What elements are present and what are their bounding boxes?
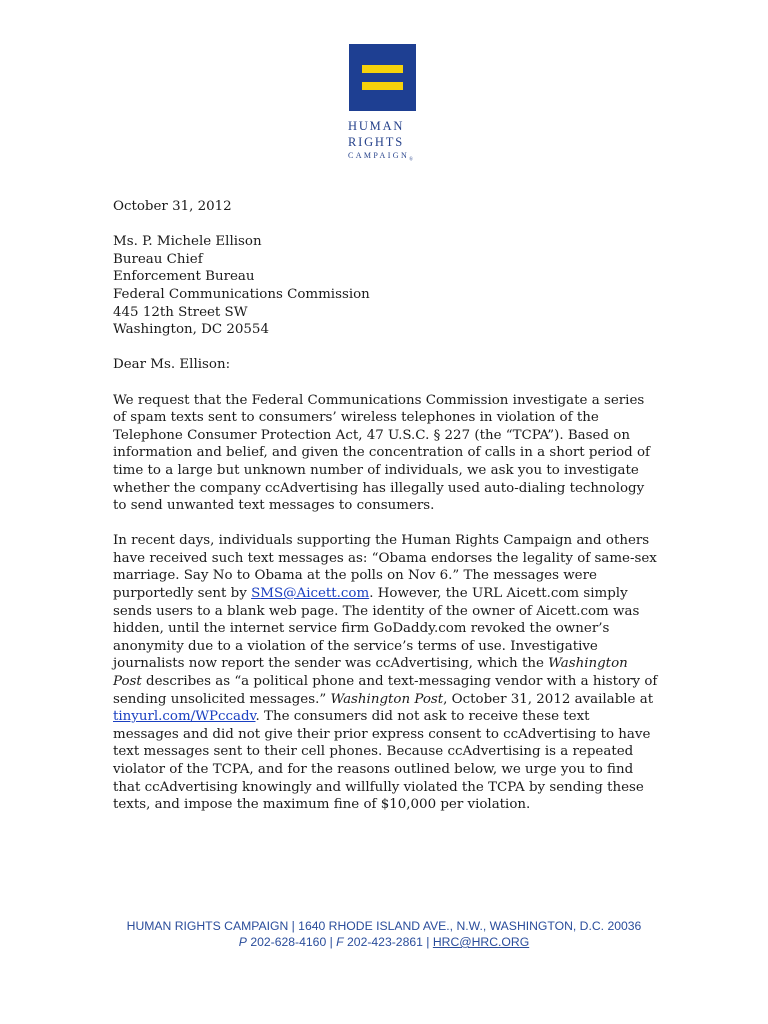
letterhead-footer: [0, 918, 768, 950]
salutation: Dear Ms. Ellison:: [113, 357, 231, 373]
logo-campaign-text: CAMPAIGN: [348, 151, 410, 160]
phone-label: P: [238, 935, 247, 949]
paragraph-text: , October 31, 2012 available at: [443, 691, 654, 707]
logo-word-campaign: [340, 150, 430, 167]
footer-address: HUMAN RIGHTS CAMPAIGN | 1640 RHODE ISLAND AVE., N.W., WASHINGTON, D.C. 20036: [126, 919, 642, 933]
footer-contact: [0, 934, 768, 950]
hrc-logo-wordmark: [340, 118, 430, 167]
address-line: Washington, DC 20554: [113, 322, 269, 338]
address-line: Bureau Chief: [113, 251, 203, 267]
paragraph-recent-days: [113, 532, 658, 814]
paragraph-text: describes as “a political phone and text-messaging vendor with a history of sending unsolicited messages.”: [113, 674, 658, 707]
paragraph-text: In recent days, individuals supporting the Human Rights Campaign and others have received such text messages as: “Obama endorses the legality of same-sex marriage. Say No to Obama at the polls on Nov 6.” The messages were purportedly sent by: [113, 533, 657, 602]
logo-word-human: HUMAN: [348, 119, 405, 133]
paragraph-text: . However, the URL Aicett.com simply sends users to a blank web page. The identity of the owner of Aicett.com was hidden, until the internet service firm GoDaddy.com revoked the owner’s anonymity due to a violation of the service’s terms of use. Investigative journalists now report the sender was ccAdvertising, which the: [113, 586, 640, 672]
address-line: Enforcement Bureau: [113, 269, 255, 285]
paragraph-request: We request that the Federal Communications Commission investigate a series of spam texts sent to consumers’ wireless telephones in violation of the Telephone Consumer Protection Act, 47 U.S.C. § 227 (the “TCPA”). Based on information and belief, and given the concentration of calls in a short period of time to a large but unknown number of individuals, we ask you to investigate whether the company ccAdvertising has illegally used auto-dialing technology to send unwanted text messages to consumers.: [113, 392, 651, 514]
address-line: 445 12th Street SW: [113, 304, 248, 320]
email-link-sms-aicett[interactable]: SMS@Aicett.com: [251, 586, 370, 602]
publication-name: Washington Post: [113, 656, 628, 690]
address-line: Federal Communications Commission: [113, 286, 370, 302]
letter-body: [113, 198, 658, 831]
fax-label: F: [336, 935, 344, 949]
email-link-hrc[interactable]: HRC@HRC.ORG: [432, 935, 530, 949]
letter-date: October 31, 2012: [113, 199, 232, 214]
logo-equal-bar-bottom: [362, 82, 403, 90]
logo-word-rights: RIGHTS: [348, 135, 404, 149]
logo-equal-bar-top: [362, 65, 403, 73]
phone-number: 202-628-4160 |: [246, 935, 337, 949]
recipient-address: [113, 233, 658, 339]
fax-number: 202-423-2861 |: [343, 935, 433, 949]
publication-name: Washington Post: [330, 691, 444, 707]
paragraph-text: . The consumers did not ask to receive these text messages and did not give their prior express consent to ccAdvertising to have text messages sent to their cell phones. Because ccAdvertising is a repeated violator of the TCPA, and for the reasons outlined below, we urge you to find that ccAdvertising knowingly and willfully violated the TCPA by sending these texts, and impose the maximum fine of $10,000 per violation.: [113, 709, 651, 813]
address-line: Ms. P. Michele Ellison: [113, 234, 262, 250]
tinyurl-link[interactable]: tinyurl.com/WPccadv: [113, 709, 256, 725]
hrc-logo-mark: [349, 44, 416, 111]
registered-mark: ®: [409, 157, 413, 163]
